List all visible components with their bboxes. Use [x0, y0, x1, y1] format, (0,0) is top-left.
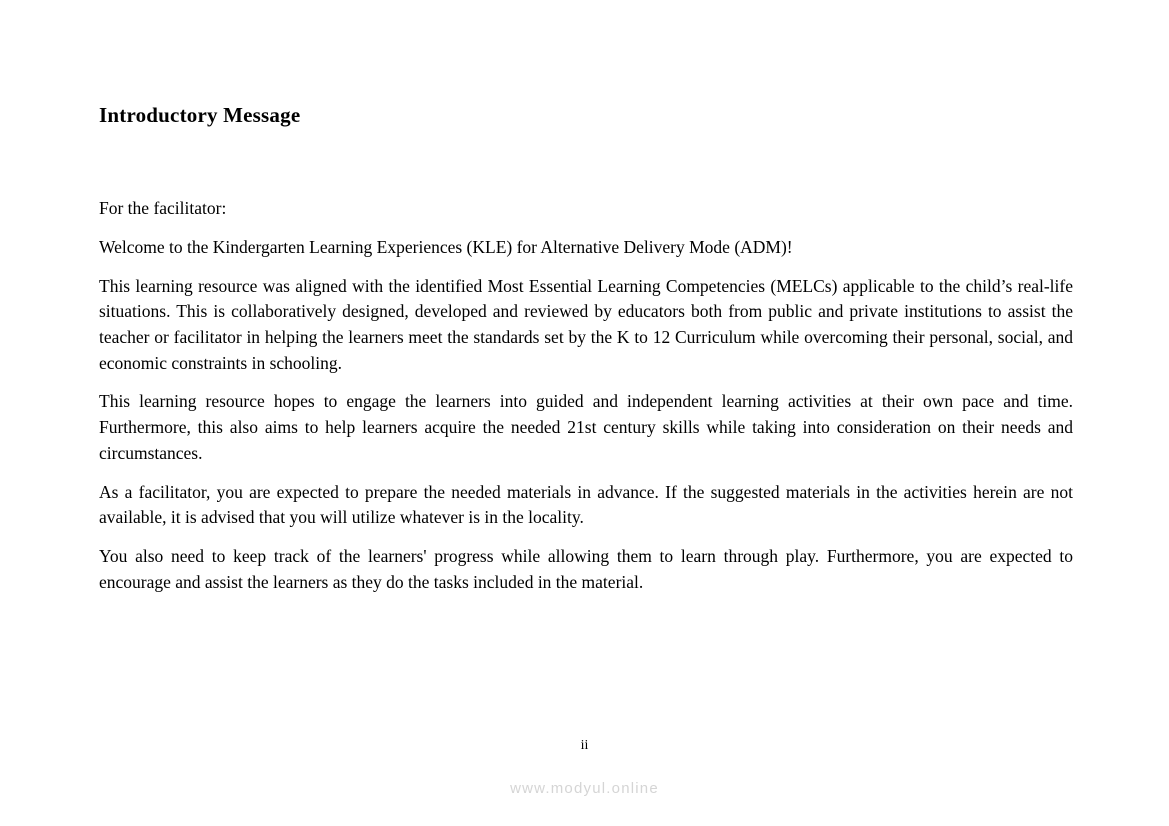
page-title: Introductory Message — [99, 103, 301, 127]
paragraph-progress: You also need to keep track of the learners' progress while allowing them to learn through play. Furthermore, you are expected to encourage and assist the learners as they do the tasks included in the material. — [99, 545, 1073, 592]
paragraph-engagement: This learning resource hopes to engage the learners into guided and independent learning activities at their own pace and time. Furthermore, this also aims to help learners acquire the needed 21st century skills while taking into consideration on their needs and circumstances. — [99, 391, 1073, 463]
page-number: ii — [580, 738, 589, 753]
paragraph-materials: As a facilitator, you are expected to prepare the needed materials in advance. If the suggested materials in the activities herein are not available, it is advised that you will utilize whatever is in the locality. — [99, 481, 1073, 528]
paragraph-alignment: This learning resource was aligned with the identified Most Essential Learning Competencies (MELCs) applicable to the child’s real-life situations. This is collaboratively designed, developed and reviewed by educators both from public and private institutions to assist the teacher or facilitator in helping the learners meet the standards set by the K to 12 Curriculum while overcoming their personal, social, and economic constraints in schooling. — [99, 275, 1073, 373]
watermark: www.modyul.online — [510, 780, 659, 797]
document-body — [99, 0, 1073, 595]
paragraph-welcome: Welcome to the Kindergarten Learning Experiences (KLE) for Alternative Delivery Mode (ADM)! — [99, 236, 793, 257]
paragraph-facilitator-intro: For the facilitator: — [99, 198, 227, 219]
